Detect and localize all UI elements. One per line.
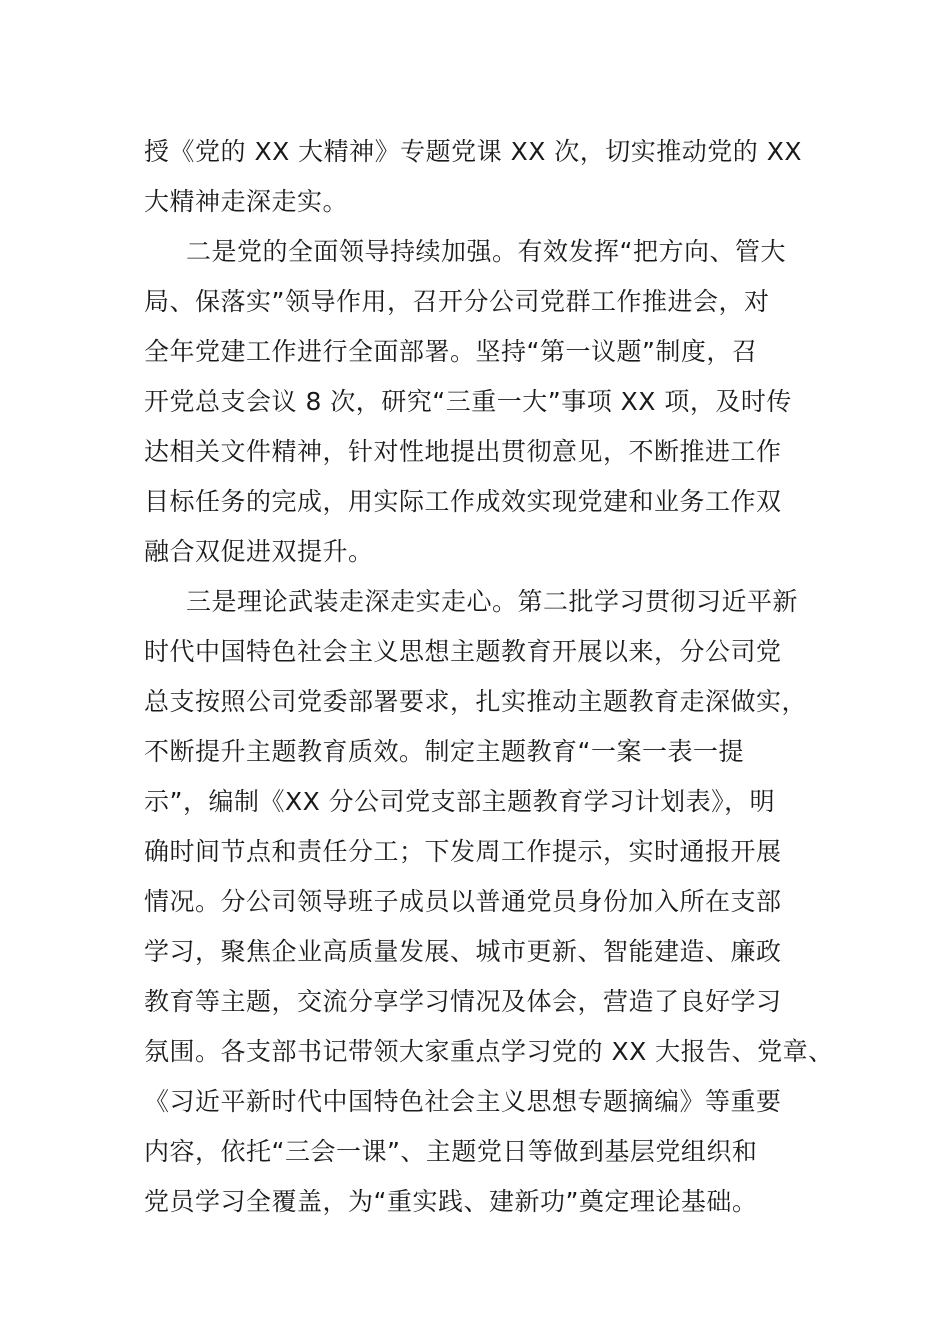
text-line: 融合双促进双提升。	[144, 537, 374, 566]
text-line: 授《党的 XX 大精神》专题党课 XX 次，切实推动党的 XX	[144, 137, 802, 166]
text-line: 内容，依托“三会一课”、主题党日等做到基层党组织和	[144, 1137, 758, 1166]
text-line: 学习，聚焦企业高质量发展、城市更新、智能建造、廉政	[144, 937, 782, 966]
text-line: 示”，编制《XX 分公司党支部主题教育学习计划表》，明	[144, 787, 776, 816]
text-line: 教育等主题，交流分享学习情况及体会，营造了良好学习	[144, 987, 782, 1016]
text-line: 不断提升主题教育质效。制定主题教育“一案一表一提	[144, 737, 744, 766]
text-line: 二是党的全面领导持续加强。有效发挥“把方向、管大	[186, 237, 786, 266]
text-line: 开党总支会议 8 次，研究“三重一大”事项 XX 项，及时传	[144, 387, 792, 416]
text-line: 全年党建工作进行全面部署。坚持“第一议题”制度，召	[144, 337, 758, 366]
text-line: 大精神走深走实。	[144, 187, 349, 216]
text-line: 三是理论武装走深走实走心。第二批学习贯彻习近平新	[186, 587, 799, 616]
text-line: 氛围。各支部书记带领大家重点学习党的 XX 大报告、党章、	[144, 1037, 834, 1066]
text-line: 党员学习全覆盖，为“重实践、建新功”奠定理论基础。	[144, 1187, 758, 1216]
text-line: 局、保落实”领导作用，召开分公司党群工作推进会，对	[144, 287, 770, 316]
text-line: 确时间节点和责任分工；下发周工作提示，实时通报开展	[144, 837, 782, 866]
text-line: 总支按照公司党委部署要求，扎实推动主题教育走深做实，	[144, 687, 808, 716]
text-line: 达相关文件精神，针对性地提出贯彻意见，不断推进工作	[144, 437, 782, 466]
text-line: 情况。分公司领导班子成员以普通党员身份加入所在支部	[144, 887, 782, 916]
text-line: 时代中国特色社会主义思想主题教育开展以来，分公司党	[144, 637, 782, 666]
text-line: 《习近平新时代中国特色社会主义思想专题摘编》等重要	[144, 1087, 782, 1116]
text-line: 目标任务的完成，用实际工作成效实现党建和业务工作双	[144, 487, 782, 516]
